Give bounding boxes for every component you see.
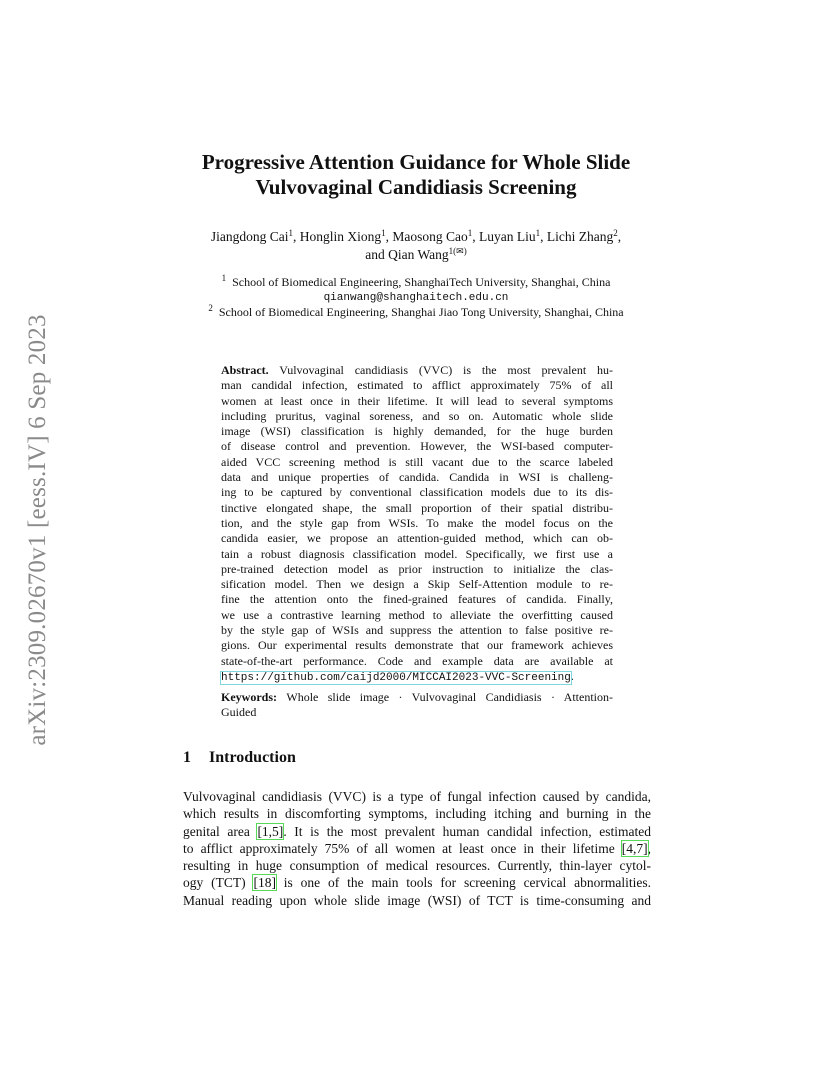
author-name: Honglin Xiong xyxy=(299,229,382,244)
author-name: Maosong Cao xyxy=(392,229,468,244)
body-text: , xyxy=(647,840,651,856)
author-name: Qian Wang xyxy=(388,247,449,262)
paper-title xyxy=(150,150,682,200)
abstract-line: fine the attention onto the fined-grained features of candida. Finally, xyxy=(221,592,613,607)
author-affiliation-mark: 1 xyxy=(381,228,386,238)
author-separator: , xyxy=(617,229,622,244)
body-line: Manual reading upon whole slide image (WSI) of TCT is time-consuming and xyxy=(183,892,651,908)
abstract-line: aided VCC screening method is still vacant due to the scarce labeled xyxy=(221,454,613,469)
abstract-line: state-of-the-art performance. Code and example data are available at xyxy=(221,653,613,668)
body-text: to afflict approximately 75% of all women at least once in their lifetime xyxy=(183,840,622,856)
abstract-line: tain a robust diagnosis classification model. Specifically, we first use a xyxy=(221,546,613,561)
abstract-line xyxy=(221,363,613,378)
keywords-line: Guided xyxy=(221,705,257,720)
abstract-text: Vulvovaginal candidiasis (VVC) is the most prevalent hu- xyxy=(279,363,613,377)
abstract-end-period: . xyxy=(570,668,574,683)
affiliation-text: School of Biomedical Engineering, ShanghaiTech University, Shanghai, China xyxy=(232,275,611,289)
abstract-line: data and unique properties of candida. Candida in WSI is challeng- xyxy=(221,470,613,485)
author-conjunction: and xyxy=(365,247,389,262)
introduction-body xyxy=(183,788,651,909)
abstract-line: including pruritus, vaginal soreness, and so on. Automatic whole slide xyxy=(221,408,613,423)
author-name: Lichi Zhang xyxy=(546,229,614,244)
author-name: Jiangdong Cai xyxy=(210,229,289,244)
body-line: resulting in huge consumption of medical resources. Currently, thin-layer cytol- xyxy=(183,858,651,874)
author-line-2 xyxy=(160,246,672,264)
keywords xyxy=(221,690,613,721)
citation-link[interactable]: [4,7] xyxy=(621,840,648,856)
citation-link[interactable]: [18] xyxy=(253,875,276,891)
body-line xyxy=(183,840,651,857)
author-list xyxy=(160,228,672,264)
keywords-line xyxy=(221,690,613,705)
author-affiliation-mark: 1 xyxy=(467,228,473,238)
abstract-line xyxy=(221,669,613,686)
abstract-line: we use a contrastive learning method to alleviate the overfitting caused xyxy=(221,607,613,622)
author-separator: , xyxy=(385,229,393,244)
author-affiliation-mark: 1 xyxy=(535,228,541,238)
body-line xyxy=(183,823,651,840)
author-separator: , xyxy=(472,229,480,244)
corresponding-email[interactable]: qianwang@shanghaitech.edu.cn xyxy=(323,292,509,304)
abstract-line: tion, and the style gap from WSIs. To make the model focus on the xyxy=(221,515,613,530)
title-line-1: Progressive Attention Guidance for Whole Slide xyxy=(201,150,631,174)
affiliation-text: School of Biomedical Engineering, Shanghai Jiao Tong University, Shanghai, China xyxy=(218,305,624,319)
section-number: 1 xyxy=(183,749,191,766)
author-line-1 xyxy=(160,228,672,246)
author-affiliation-mark: 1(✉) xyxy=(448,246,467,256)
body-line: Vulvovaginal candidiasis (VVC) is a type of fungal infection caused by candida, xyxy=(183,789,651,804)
body-line: which results in discomforting symptoms, including itching and burning in the xyxy=(183,806,651,822)
title-line-2: Vulvovaginal Candidiasis Screening xyxy=(255,175,577,199)
abstract-line: by the style gap of WSIs and suppress the attention to false positive re- xyxy=(221,623,613,638)
citation-link[interactable]: [1,5] xyxy=(257,823,284,839)
code-repository-link[interactable]: https://github.com/caijd2000/MICCAI2023-VVC-Screening xyxy=(221,671,571,684)
abstract-line: pre-trained detection model as prior instruction to initialize the clas- xyxy=(221,561,613,576)
body-text: ogy (TCT) xyxy=(183,875,254,891)
section-heading xyxy=(183,749,296,767)
abstract-line: ing to be captured by conventional classification models due to its dis- xyxy=(221,485,613,500)
affiliation-1 xyxy=(150,275,682,290)
author-separator: , xyxy=(293,229,300,244)
keywords-label: Keywords: xyxy=(221,690,277,704)
author-separator: , xyxy=(540,229,547,244)
affiliation-mark: 1 xyxy=(221,273,227,283)
arxiv-stamp: arXiv:2309.02670v1 [eess.IV] 6 Sep 2023 xyxy=(24,314,51,746)
abstract-line: women at least once in their lifetime. It will lead to several symptoms xyxy=(221,393,613,408)
body-line xyxy=(183,874,651,891)
abstract-line: gions. Our experimental results demonstrate that our framework achieves xyxy=(221,638,613,653)
author-affiliation-mark: 2 xyxy=(613,228,618,238)
body-text: is one of the main tools for screening cervical abnormalities. xyxy=(275,875,651,891)
affiliation-2 xyxy=(150,305,682,320)
abstract-line: image (WSI) classification is highly demanded, for the huge burden xyxy=(221,424,613,439)
section-title: Introduction xyxy=(209,749,296,766)
author-affiliation-mark: 1 xyxy=(288,228,293,238)
abstract-label: Abstract. xyxy=(221,363,269,377)
keywords-text: Whole slide image · Vulvovaginal Candidiasis · Attention- xyxy=(286,690,613,704)
abstract-line: candida easier, we propose an attention-guided method, which can ob- xyxy=(221,531,613,546)
affiliation-mark: 2 xyxy=(208,303,213,313)
body-text: . It is the most prevalent human candidal infection, estimated xyxy=(283,823,651,839)
abstract-line: sification model. Then we design a Skip Self-Attention module to re- xyxy=(221,577,613,592)
author-name: Luyan Liu xyxy=(479,229,536,244)
abstract xyxy=(221,363,613,686)
abstract-line: of disease control and prevention. However, the WSI-based computer- xyxy=(221,439,613,454)
abstract-line: tinctive elongated shape, the small proportion of their spatial distribu- xyxy=(221,500,613,515)
abstract-line: man candidal infection, estimated to afflict approximately 75% of all xyxy=(221,378,613,393)
body-text: genital area xyxy=(183,823,258,839)
